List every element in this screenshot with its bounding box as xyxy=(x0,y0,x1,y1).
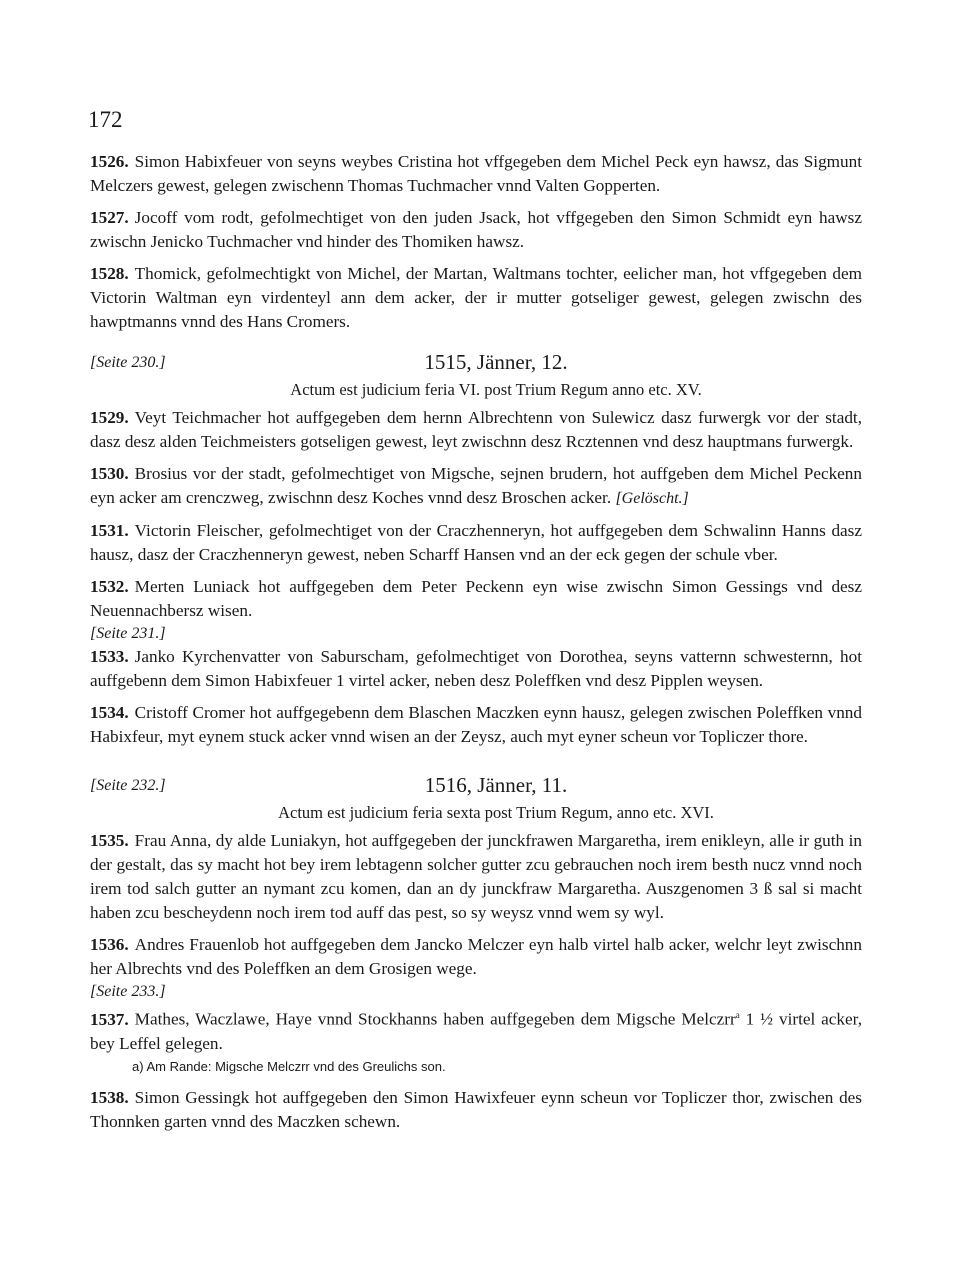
deleted-note: [Gelöscht.] xyxy=(615,490,689,507)
footnote-marker: a xyxy=(735,1010,740,1020)
entry-text: Andres Frauenlob hot auffgegeben dem Jancko Melczer eyn halb virtel halb acker, welchr leyt zwischnn her Albrechts vnd des Poleffken an dem Grosigen wege. xyxy=(90,935,862,978)
entry-number: 1537. xyxy=(90,1009,129,1029)
entry-text: Thomick, gefolmechtigkt von Michel, der Martan, Waltmans tochter, eelicher man, hot vffgegeben dem Victorin Waltman eyn virdenteyl ann dem acker, der ir mutter gotseliger gewest, gelegen zwischn des hawptmanns vnnd des Hans Cromers. xyxy=(90,264,862,331)
entry-number: 1527. xyxy=(90,208,129,227)
entry-number: 1534. xyxy=(90,703,129,722)
entry-number: 1536. xyxy=(90,935,129,954)
entry-1535 xyxy=(90,829,862,925)
entry-number: 1531. xyxy=(90,521,129,540)
entry-text: Frau Anna, dy alde Luniakyn, hot auffgegeben der junckfrawen Margaretha, irem enikleyn, alle ir guth in der gestalt, das sy macht hot bey irem lebtagenn solcher gutter zcu gebrauchen noch irem besth nucz vnnd noch irem tod salch gutter an nymant zcu komen, dan an dy junckfraw Margaretha. Auszgenomen 3 ß sal si macht haben zcu bescheydenn noch irem tod auff das pest, so sy weysz vnnd wem sy wyl. xyxy=(90,831,862,922)
entry-1534 xyxy=(90,701,862,749)
entry-text: Simon Habixfeuer von seyns weybes Cristina hot vffgegeben dem Michel Peck eyn hawsz, das Sigmunt Melczers gewest, gelegen zwischenn Thomas Tuchmacher vnnd Valten Gopperten. xyxy=(90,152,862,195)
section-date: 1515, Jänner, 12. xyxy=(424,350,568,374)
entry-1528 xyxy=(90,262,862,334)
entry-text: Merten Luniack hot auffgegeben dem Peter Peckenn eyn wise zwischn Simon Gessings vnd desz Neuennachbersz wisen. xyxy=(90,577,862,620)
entry-1533 xyxy=(90,645,862,693)
entry-1537 xyxy=(90,1003,862,1056)
entry-1532 xyxy=(90,575,862,623)
section-subtitle: Actum est judicium feria VI. post Trium Regum anno etc. XV. xyxy=(290,380,702,399)
entry-1538 xyxy=(90,1086,862,1134)
entry-number: 1533. xyxy=(90,647,129,666)
entry-text: Victorin Fleischer, gefolmechtiget von der Craczhenneryn, hot auffgegeben dem Schwalinn Hanns dasz hausz, dasz der Craczhenneryn gewest, neben Scharff Hansen vnd an der eck gegen der schule vber. xyxy=(90,521,862,564)
entry-number: 1529. xyxy=(90,408,129,427)
entry-number: 1535. xyxy=(90,831,129,850)
entry-number: 1526. xyxy=(90,152,129,171)
entry-text-continued: 1 ½ virtel acker, bey Leffel gelegen. xyxy=(90,1009,862,1053)
entry-1536 xyxy=(90,933,862,981)
section-1515 xyxy=(90,348,862,402)
entry-number: 1538. xyxy=(90,1087,129,1107)
entry-1527 xyxy=(90,206,862,254)
page-reference: [Seite 232.] xyxy=(90,777,166,794)
section-subtitle: Actum est judicium feria sexta post Trium Regum, anno etc. XVI. xyxy=(278,803,714,822)
entry-number: 1532. xyxy=(90,577,129,596)
entry-1531 xyxy=(90,519,862,567)
page-content xyxy=(90,150,862,1142)
entry-text: Jocoff vom rodt, gefolmechtiget von den juden Jsack, hot vffgegeben den Simon Schmidt eyn hawsz zwischn Jenicko Tuchmacher vnd hinder des Thomiken hawsz. xyxy=(90,208,862,251)
entry-1526 xyxy=(90,150,862,198)
entry-text: Cristoff Cromer hot auffgegebenn dem Blaschen Maczken eynn hausz, gelegen zwischen Poleffken vnnd Habixfeur, myt eynem stuck acker vnnd wisen an der Zeysz, auch myt eyner scheun vor Topliczer thore. xyxy=(90,703,862,746)
footnote: a) Am Rande: Migsche Melczrr vnd des Greulichs son. xyxy=(132,1058,446,1074)
entry-text: Janko Kyrchenvatter von Saburscham, gefolmechtiget von Dorothea, seyns vatternn schwesternn, hot auffgebenn dem Simon Habixfeuer 1 virtel acker, neben desz Poleffken vnd desz Pipplen weysen. xyxy=(90,647,862,690)
entry-1529 xyxy=(90,406,862,454)
entry-text: Brosius vor der stadt, gefolmechtiget von Migsche, sejnen brudern, hot auffgeben dem Michel Peckenn eyn acker am crenczweg, zwischnn desz Koches vnnd desz Broschen acker. xyxy=(90,464,862,507)
entry-text: Veyt Teichmacher hot auffgegeben dem hernn Albrechtenn von Sulewicz dasz furwergk vor der stadt, dasz desz alden Teichmeisters gotseligen gewest, leyt zwischnn desz Rcztennen vnd desz hauptmans furwergk. xyxy=(90,408,862,451)
page-number: 172 xyxy=(88,107,123,132)
section-1516 xyxy=(90,771,862,825)
entry-number: 1528. xyxy=(90,264,129,283)
page-reference: [Seite 231.] xyxy=(90,625,166,642)
entry-text: Simon Gessingk hot auffgegeben den Simon Hawixfeuer eynn scheun vor Topliczer thor, zwischen des Thonnken garten vnnd des Maczken schewn. xyxy=(90,1087,862,1131)
entry-number: 1530. xyxy=(90,464,129,483)
entry-text: Mathes, Waczlawe, Haye vnnd Stockhanns haben auffgegeben dem Migsche Melczrr xyxy=(134,1009,736,1029)
section-date: 1516, Jänner, 11. xyxy=(424,773,568,797)
entry-1530 xyxy=(90,462,862,511)
page-reference: [Seite 230.] xyxy=(90,354,166,371)
page-reference: [Seite 233.] xyxy=(90,983,166,1000)
